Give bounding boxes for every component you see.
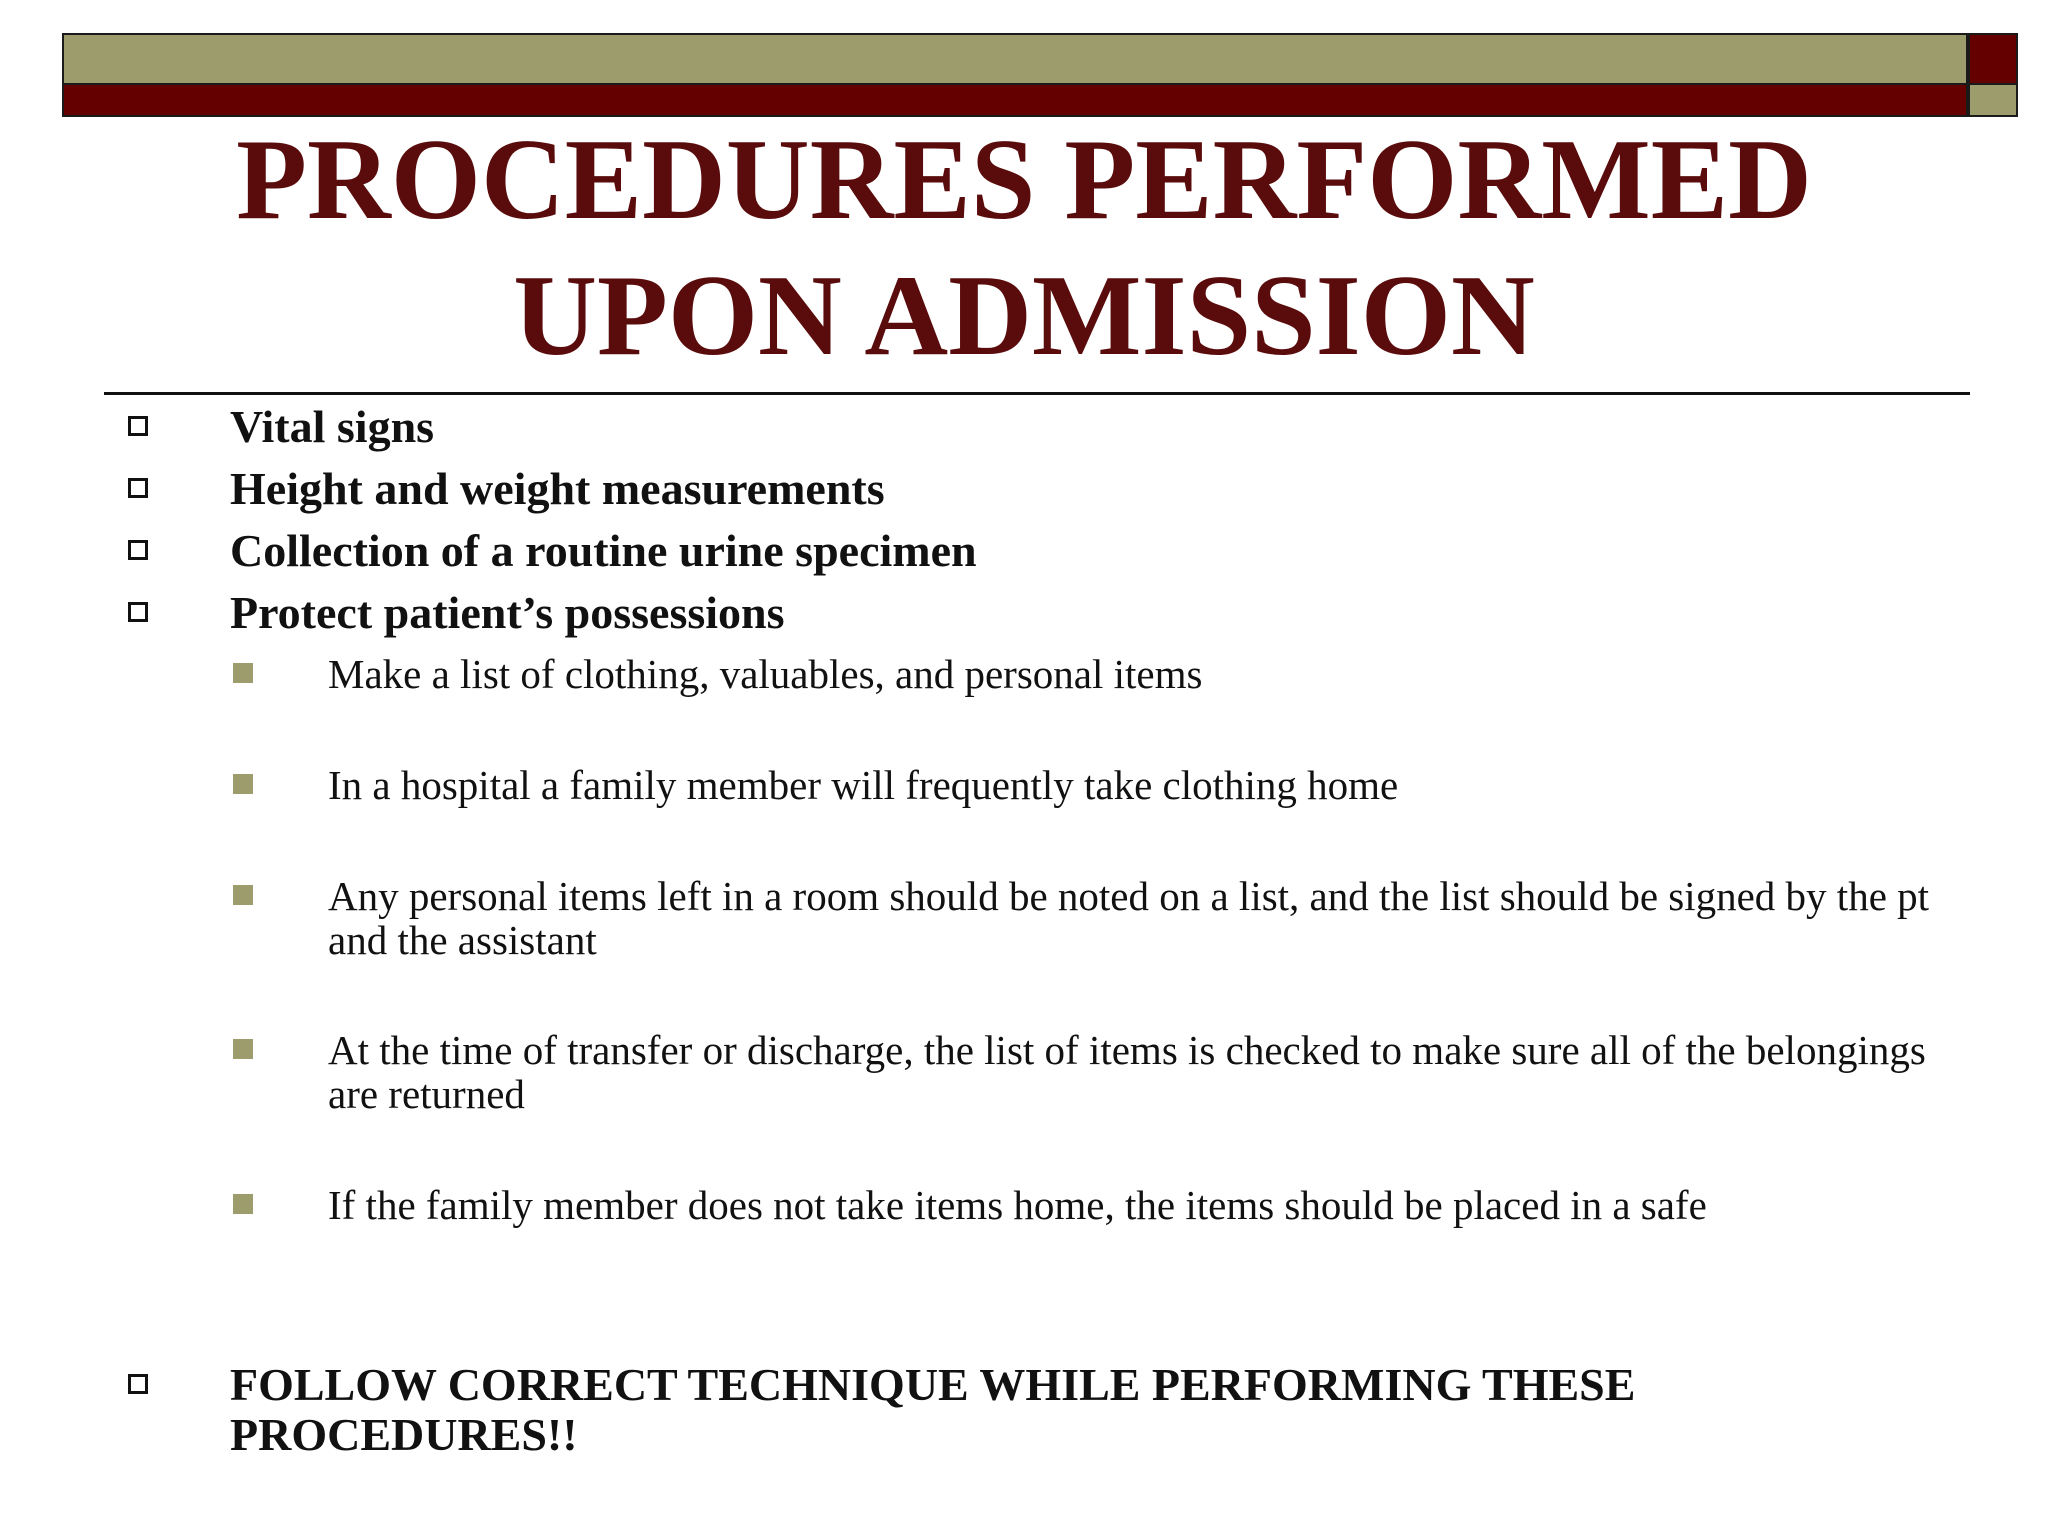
final-bullet-text: FOLLOW CORRECT TECHNIQUE WHILE PERFORMING THESE PROCEDURES!! (230, 1359, 1636, 1460)
hollow-square-bullet-icon (128, 416, 148, 436)
sub-bullet-text: Any personal items left in a room should be noted on a list, and the list should be signed by the pt and the assistant (328, 873, 1930, 963)
slide-title-line-1: PROCEDURES PERFORMED (236, 116, 1812, 244)
filled-square-bullet-icon (233, 1194, 253, 1214)
header-corner-maroon (1968, 33, 2018, 85)
bullet-text: Vital signs (230, 401, 435, 452)
sub-bullet-text: Make a list of clothing, valuables, and personal items (328, 651, 1203, 697)
hollow-square-bullet-icon (128, 540, 148, 560)
hollow-square-bullet-icon (128, 478, 148, 498)
bullet-text: Height and weight measurements (230, 463, 885, 514)
sub-bullet-text: At the time of transfer or discharge, the list of items is checked to make sure all of the belongings are returned (328, 1027, 1926, 1117)
slide-title (0, 112, 2048, 384)
filled-square-bullet-icon (233, 1039, 253, 1059)
hollow-square-bullet-icon (128, 602, 148, 622)
bullet-text: Collection of a routine urine specimen (230, 525, 977, 576)
bullet-text: Protect patient’s possessions (230, 587, 785, 638)
sub-bullet-text: In a hospital a family member will frequently take clothing home (328, 762, 1399, 808)
hollow-square-bullet-icon (128, 1374, 148, 1394)
sub-bullet-text: If the family member does not take items home, the items should be placed in a safe (328, 1182, 1707, 1228)
title-divider (104, 392, 1970, 395)
filled-square-bullet-icon (233, 774, 253, 794)
filled-square-bullet-icon (233, 885, 253, 905)
slide-title-line-2: UPON ADMISSION (513, 252, 1535, 380)
filled-square-bullet-icon (233, 663, 253, 683)
header-bar-olive (62, 33, 1968, 85)
